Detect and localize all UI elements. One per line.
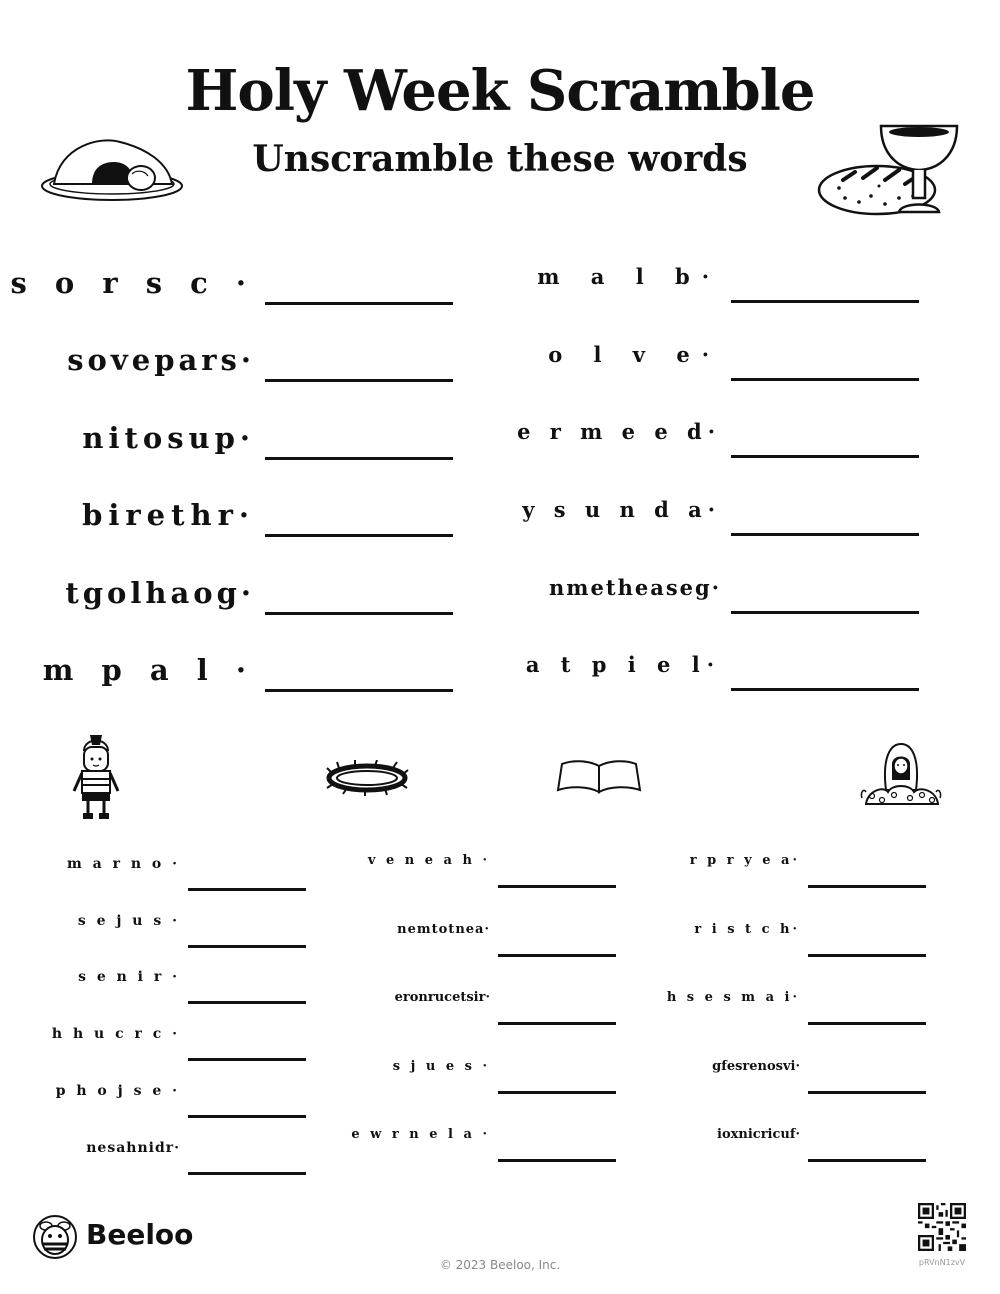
- scramble-item: [40, 856, 320, 896]
- answer-line[interactable]: [188, 1172, 306, 1175]
- answer-line[interactable]: [265, 689, 453, 692]
- answer-line[interactable]: [731, 378, 919, 381]
- bread-and-chalice-icon: [815, 120, 965, 220]
- answer-line[interactable]: [731, 688, 919, 691]
- scramble-item: [660, 990, 940, 1030]
- scrambled-word: birethr·: [82, 498, 255, 532]
- answer-line[interactable]: [808, 954, 926, 957]
- answer-line[interactable]: [265, 302, 453, 305]
- scramble-item: [40, 1140, 320, 1180]
- scramble-item: [42, 653, 465, 703]
- answer-line[interactable]: [808, 885, 926, 888]
- scrambled-word: h h u c r c ·: [51, 1026, 180, 1042]
- scrambled-word: eronrucetsir·: [394, 990, 490, 1005]
- scramble-item: [10, 266, 465, 316]
- scrambled-word: nesahnidr·: [86, 1140, 180, 1156]
- scramble-item: [65, 498, 465, 548]
- scramble-item: [350, 990, 630, 1030]
- scramble-item: [350, 1127, 630, 1167]
- answer-line[interactable]: [265, 612, 453, 615]
- scramble-item: [522, 497, 931, 547]
- scramble-item: [65, 421, 465, 471]
- scramble-item: [660, 1059, 940, 1099]
- answer-line[interactable]: [265, 379, 453, 382]
- bee-icon: [32, 1214, 78, 1260]
- scrambled-word: s e n i r ·: [78, 969, 180, 985]
- scrambled-word: sovepars·: [67, 343, 255, 377]
- scramble-item: [65, 343, 465, 393]
- scramble-item: [350, 922, 630, 962]
- page-title: Holy Week Scramble: [185, 58, 815, 124]
- answer-line[interactable]: [188, 1115, 306, 1118]
- scramble-item: [517, 419, 931, 469]
- copyright-text: © 2023 Beeloo, Inc.: [439, 1258, 561, 1272]
- answer-line[interactable]: [498, 954, 616, 957]
- answer-line[interactable]: [731, 300, 919, 303]
- open-bible-icon: [556, 758, 642, 796]
- scrambled-word: nmetheaseg·: [549, 575, 721, 600]
- answer-line[interactable]: [188, 945, 306, 948]
- scramble-item: [531, 342, 931, 392]
- scrambled-word: nemtotnea·: [397, 922, 490, 937]
- scramble-item: [350, 1059, 630, 1099]
- scrambled-word: s o r s c ·: [10, 266, 255, 300]
- scrambled-word: tgolhaog·: [65, 576, 255, 610]
- answer-line[interactable]: [808, 1159, 926, 1162]
- answer-line[interactable]: [808, 1091, 926, 1094]
- scrambled-word: y s u n d a·: [522, 497, 721, 522]
- tomb-icon: [40, 136, 185, 206]
- answer-line[interactable]: [265, 534, 453, 537]
- answer-line[interactable]: [498, 885, 616, 888]
- scramble-item: [40, 1026, 320, 1066]
- scramble-item: [40, 969, 320, 1009]
- scrambled-word: ioxnicricuf·: [717, 1127, 800, 1142]
- soldier-icon: [70, 733, 122, 821]
- scrambled-word: p h o j s e ·: [55, 1083, 180, 1099]
- scramble-item: [660, 1127, 940, 1167]
- scramble-item: [40, 913, 320, 953]
- worksheet-code: pRVnN1zvV: [918, 1258, 966, 1267]
- answer-line[interactable]: [498, 1159, 616, 1162]
- scrambled-word: m a r n o ·: [66, 856, 180, 872]
- scrambled-word: h s e s m a i·: [666, 990, 800, 1005]
- mary-icon: [858, 740, 944, 808]
- crown-of-thorns-icon: [325, 760, 409, 796]
- scrambled-word: m a l b·: [537, 264, 721, 289]
- scramble-item: [660, 853, 940, 893]
- scrambled-word: o l v e·: [548, 342, 721, 367]
- scrambled-word: e w r n e l a ·: [351, 1127, 490, 1142]
- brand-name: Beeloo: [86, 1218, 194, 1251]
- answer-line[interactable]: [188, 1058, 306, 1061]
- scramble-item: [525, 652, 931, 702]
- scramble-item: [40, 1083, 320, 1123]
- answer-line[interactable]: [731, 455, 919, 458]
- qr-code-icon: [918, 1203, 966, 1251]
- scramble-item: [531, 575, 931, 625]
- scramble-item: [65, 576, 465, 626]
- scrambled-word: gfesrenosvi·: [712, 1059, 800, 1074]
- scramble-item: [350, 853, 630, 893]
- scramble-item: [660, 922, 940, 962]
- scrambled-word: e r m e e d·: [517, 419, 721, 444]
- answer-line[interactable]: [498, 1091, 616, 1094]
- scrambled-word: nitosup·: [82, 421, 255, 455]
- answer-line[interactable]: [498, 1022, 616, 1025]
- scrambled-word: s e j u s ·: [77, 913, 180, 929]
- page-subtitle: Unscramble these words: [252, 138, 748, 180]
- answer-line[interactable]: [188, 888, 306, 891]
- scrambled-word: a t p i e l·: [525, 652, 721, 677]
- scrambled-word: m p a l ·: [42, 653, 255, 687]
- answer-line[interactable]: [808, 1022, 926, 1025]
- answer-line[interactable]: [188, 1001, 306, 1004]
- scrambled-word: s j u e s ·: [392, 1059, 490, 1074]
- scramble-item: [531, 264, 931, 314]
- answer-line[interactable]: [265, 457, 453, 460]
- answer-line[interactable]: [731, 533, 919, 536]
- scrambled-word: r i s t c h·: [694, 922, 800, 937]
- scrambled-word: v e n e a h ·: [367, 853, 490, 868]
- answer-line[interactable]: [731, 611, 919, 614]
- scrambled-word: r p r y e a·: [689, 853, 800, 868]
